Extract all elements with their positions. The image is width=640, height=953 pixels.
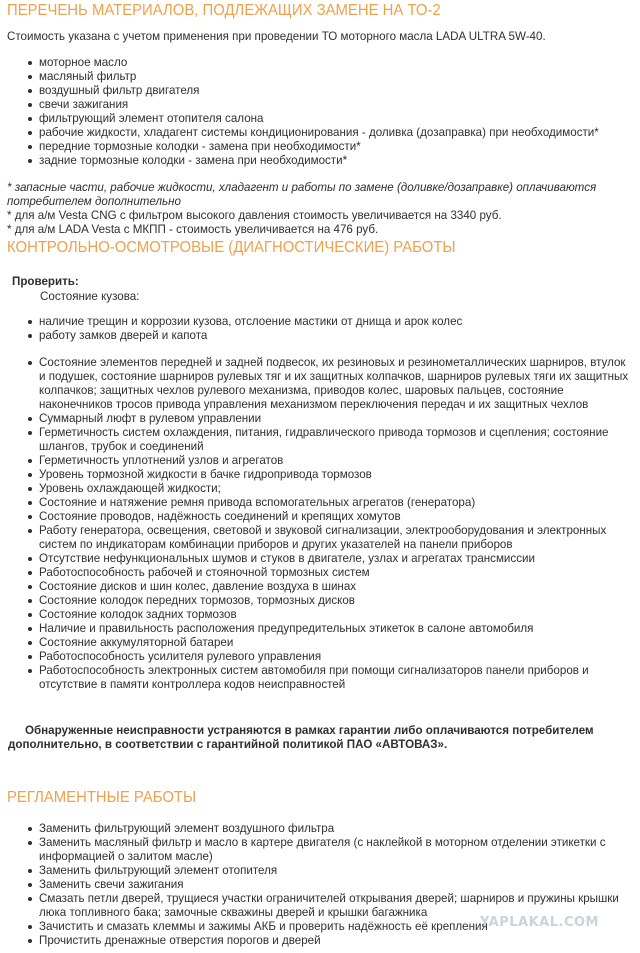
footnote-cng: * для а/м Vesta CNG с фильтром высокого давления стоимость увеличивается на 3340 руб. (7, 209, 502, 222)
section-heading-diagnostics: КОНТРОЛЬНО-ОСМОТРОВЫЕ (ДИАГНОСТИЧЕСКИЕ) РАБОТЫ (7, 239, 456, 256)
body-checks-list (8, 315, 628, 343)
list-item: Работоспособность рабочей и стояночной тормозных систем (8, 566, 633, 580)
list-item: Зачистить и смазать клеммы и зажимы АКБ и проверить надёжность её крепления (8, 920, 633, 934)
list-item: свечи зажигания (8, 98, 638, 112)
list-item: Заменить фильтрующий элемент воздушного фильтра (8, 822, 633, 836)
list-item: Заменить масляный фильтр и масло в картере двигателя (с наклейкой в моторном отделении этикетки с информацией о залитом масле) (8, 836, 633, 864)
list-item: Отсутствие нефункциональных шумов и стуков в двигателе, узлах и агрегатах трансмиссии (8, 552, 633, 566)
list-item: задние тормозные колодки - замена при необходимости* (8, 154, 638, 168)
list-item: Состояние проводов, надёжность соединений и крепящих хомутов (8, 510, 633, 524)
list-item: Состояние аккумуляторной батареи (8, 636, 633, 650)
section-heading-scheduled: РЕГЛАМЕНТНЫЕ РАБОТЫ (7, 789, 197, 806)
list-item: Прочистить дренажные отверстия порогов и дверей (8, 934, 633, 948)
footnote-extra-cost: * запасные части, рабочие жидкости, хладагент и работы по замене (доливке/дозаправке) оплачиваются потребителем дополнительно (7, 181, 597, 208)
list-item: Работу генератора, освещения, световой и звуковой сигнализации, электрооборудования и электронных систем по индикаторам комбинации приборов и других указателей на панели приборов (8, 524, 633, 552)
list-item: воздушный фильтр двигателя (8, 84, 638, 98)
list-item: наличие трещин и коррозии кузова, отслоение мастики от днища и арок колес (8, 315, 628, 329)
list-item: передние тормозные колодки - замена при необходимости* (8, 140, 638, 154)
site-watermark (480, 915, 620, 933)
list-item: Состояние дисков и шин колес, давление воздуха в шинах (8, 580, 633, 594)
list-item: Герметичность систем охлаждения, питания, гидравлического привода тормозов и сцепления; состояние шлангов, трубок и соединений (8, 426, 633, 454)
diagnostics-list (8, 356, 633, 692)
list-item: Наличие и правильность расположения предупредительных этикеток в салоне автомобиля (8, 622, 633, 636)
watermark-text: YAPLAKAL.COM (480, 915, 599, 930)
list-item: Уровень охлаждающей жидкости; (8, 482, 633, 496)
list-item: Уровень тормозной жидкости в бачке гидропривода тормозов (8, 468, 633, 482)
section-heading-materials: ПЕРЕЧЕНЬ МАТЕРИАЛОВ, ПОДЛЕЖАЩИХ ЗАМЕНЕ НА ТО-2 (7, 2, 441, 19)
list-item: Состояние колодок задних тормозов (8, 608, 633, 622)
list-item: Состояние колодок передних тормозов, тормозных дисков (8, 594, 633, 608)
body-state-label: Состояние кузова: (40, 290, 140, 303)
check-label: Проверить: (12, 275, 79, 288)
list-item: Работоспособность электронных систем автомобиля при помощи сигнализаторов панели приборов и отсутствие в памяти контроллера кодов неисправностей (8, 664, 633, 692)
list-item: масляный фильтр (8, 70, 638, 84)
price-intro: Стоимость указана с учетом применения при проведении ТО моторного масла LADA ULTRA 5W-40. (7, 30, 546, 43)
list-item: Работоспособность усилителя рулевого управления (8, 650, 633, 664)
list-item: Состояние и натяжение ремня привода вспомогательных агрегатов (генератора) (8, 496, 633, 510)
list-item: моторное масло (8, 56, 638, 70)
list-item: Смазать петли дверей, трущиеся участки ограничителей открывания дверей; шарниров и пружины крышки люка топливного бака; замочные скважины дверей и крышки багажника (8, 892, 633, 920)
list-item: Состояние элементов передней и задней подвесок, их резиновых и резинометаллических шарниров, втулок и подушек, состояние шарниров рулевых тяг и их защитных колпачков, шарниров рулевых тяги их защитных колпачков; защитных чехлов рулевого механизма, приводов колес, шаровых пальцев, состояние наконечников тросов привода управления механизмом переключения передач и их защитных чехлов (8, 356, 633, 412)
list-item: Герметичность уплотнений узлов и агрегатов (8, 454, 633, 468)
list-item: работу замков дверей и капота (8, 329, 628, 343)
list-item: рабочие жидкости, хладагент системы кондиционирования - доливка (дозаправка) при необходимости* (8, 126, 638, 140)
list-item: Заменить свечи зажигания (8, 878, 633, 892)
list-item: Заменить фильтрующий элемент отопителя (8, 864, 633, 878)
warranty-note: Обнаруженные неисправности устраняются в рамках гарантии либо оплачиваются потребителем дополнительно, в соответствии с гарантийной политикой ПАО «АВТОВАЗ». (8, 724, 594, 751)
list-item: фильтрующий элемент отопителя салона (8, 112, 638, 126)
list-item: Суммарный люфт в рулевом управлении (8, 412, 633, 426)
footnote-mkpp: * для а/м LADA Vesta с МКПП - стоимость увеличивается на 476 руб. (7, 223, 379, 236)
materials-list (8, 56, 638, 168)
